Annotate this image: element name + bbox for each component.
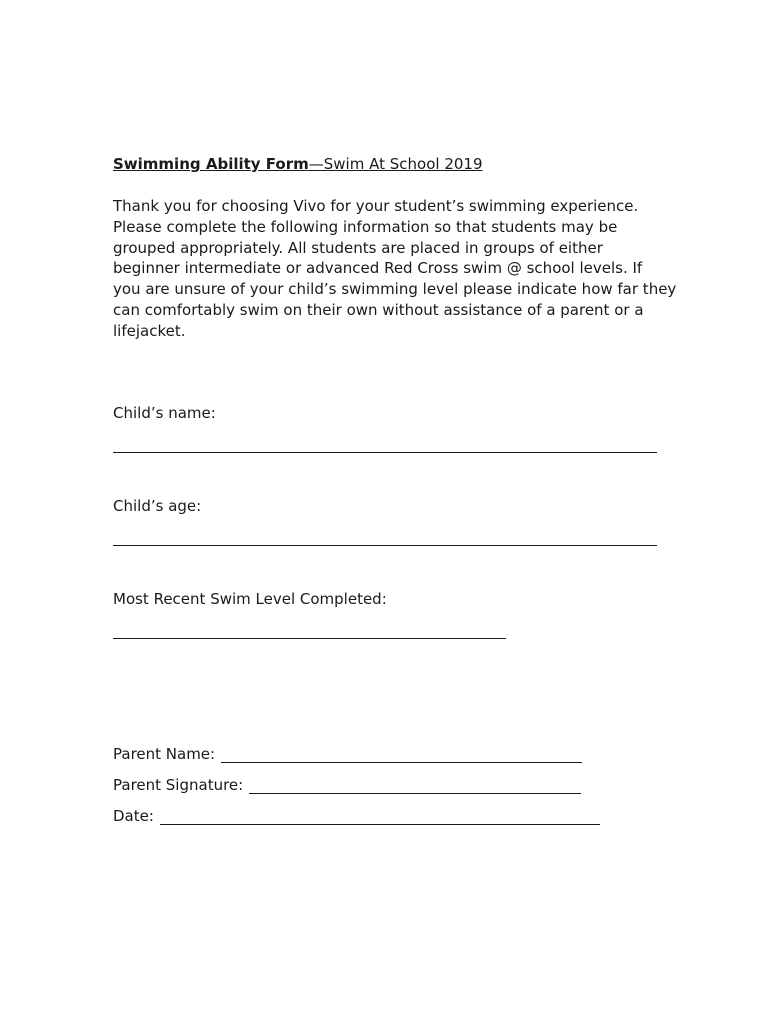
child-name-label: Child’s name:	[113, 404, 216, 422]
intro-line: can comfortably swim on their own without assistance of a parent or a	[113, 300, 644, 319]
parent-name-field[interactable]	[221, 748, 582, 763]
parent-name-row	[113, 745, 582, 763]
intro-line: Please complete the following information so that students may be	[113, 217, 618, 236]
swim-level-label: Most Recent Swim Level Completed:	[113, 590, 387, 608]
date-label: Date:	[113, 807, 154, 825]
date-field[interactable]	[160, 810, 600, 825]
parent-signature-field[interactable]	[249, 779, 581, 794]
form-title-subtitle: —Swim At School 2019	[308, 155, 483, 173]
parent-name-label: Parent Name:	[113, 745, 216, 763]
intro-line: grouped appropriately. All students are placed in groups of either	[113, 238, 603, 257]
parent-signature-row	[113, 776, 581, 794]
intro-line: lifejacket.	[113, 321, 186, 340]
intro-line: Thank you for choosing Vivo for your student’s swimming experience.	[113, 197, 639, 215]
intro-line: you are unsure of your child’s swimming level please indicate how far they	[113, 280, 677, 299]
child-age-field[interactable]	[113, 545, 657, 546]
child-age-label: Child’s age:	[113, 497, 202, 515]
intro-paragraph	[113, 196, 677, 342]
intro-line: beginner intermediate or advanced Red Cross swim @ school levels. If	[113, 259, 643, 278]
form-title-main: Swimming Ability Form	[113, 155, 309, 173]
child-name-field[interactable]	[113, 452, 657, 453]
parent-signature-label: Parent Signature:	[113, 776, 244, 794]
form-title	[113, 155, 483, 173]
swim-level-field[interactable]	[113, 638, 506, 639]
date-row	[113, 807, 600, 825]
